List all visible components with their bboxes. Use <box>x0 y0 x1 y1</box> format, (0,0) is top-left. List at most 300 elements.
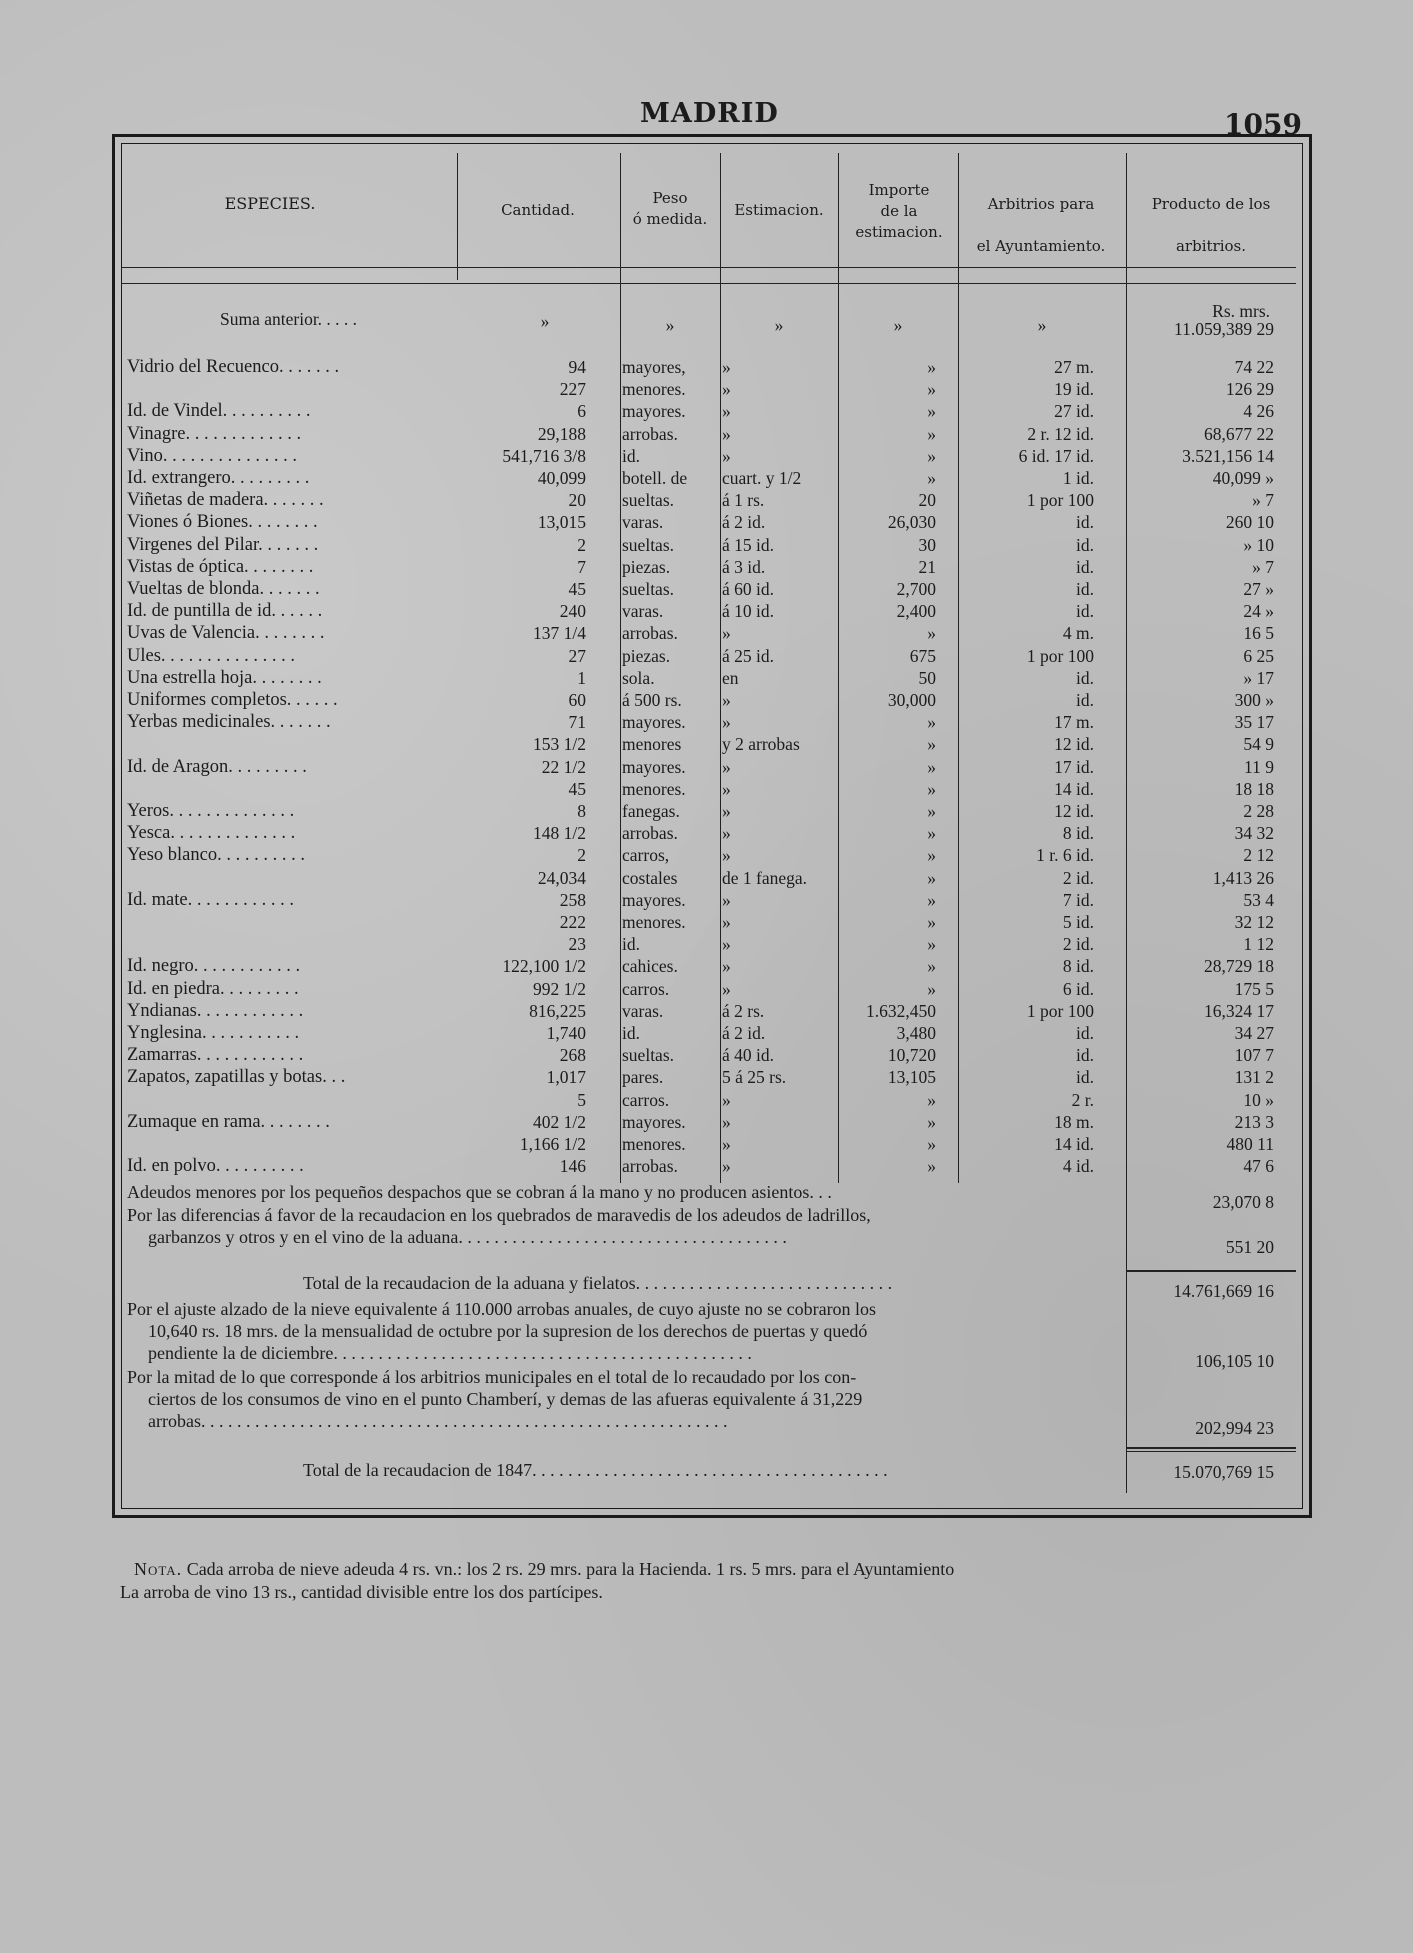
row-estimacion: » <box>722 401 731 422</box>
row-cantidad: 24,034 <box>537 867 586 888</box>
nieve-producto: 106,105 10 <box>1195 1351 1274 1371</box>
row-arbitrio: id. <box>1076 601 1094 622</box>
row-peso: fanegas. <box>622 801 680 821</box>
nieve-line2: 10,640 rs. 18 mrs. de la mensualidad de octubre por la supresion de los derechos de puertas y quedó <box>148 1321 868 1341</box>
row-producto: 24 » <box>1243 601 1274 622</box>
col-arbitrios <box>958 183 1124 267</box>
row-cantidad: 45 <box>568 778 586 799</box>
row-especie: Id. negro. . . . . . . . . . . . <box>127 956 301 977</box>
row-arbitrio: 27 m. <box>1054 357 1094 377</box>
row-importe: » <box>927 801 936 821</box>
row-especie: Ynglesina. . . . . . . . . . . <box>127 1023 300 1043</box>
row-producto: » 7 <box>1252 490 1274 511</box>
row-producto: 16,324 17 <box>1204 1000 1274 1021</box>
col-producto-line1: Producto de los <box>1151 195 1271 213</box>
row-arbitrio: 1 id. <box>1062 468 1094 488</box>
row-arbitrio: 4 m. <box>1062 623 1094 644</box>
row-estimacion: » <box>722 445 731 466</box>
suma-anterior-estimacion: » <box>774 315 784 335</box>
row-cantidad: 137 1/4 <box>533 623 586 644</box>
row-estimacion: » <box>722 801 731 821</box>
row-peso: pares. <box>622 1067 664 1088</box>
diferencias-line1: Por las diferencias á favor de la recaudacion en los quebrados de maravedis de los adeudos de ladrillos, <box>127 1205 871 1225</box>
row-producto: 107 7 <box>1234 1045 1274 1066</box>
diferencias-line2: garbanzos y otros y en el vino de la aduana. . . . . . . . . . . . . . . . . . . . . . . . . . . . . . . . . . . . . <box>148 1227 787 1247</box>
row-especie: Yndianas. . . . . . . . . . . . <box>127 1000 304 1021</box>
row-peso: mayores. <box>622 712 686 733</box>
row-estimacion: » <box>722 778 731 799</box>
row-producto: 11 9 <box>1244 756 1274 777</box>
row-cantidad: 1,740 <box>546 1023 586 1043</box>
row-estimacion: » <box>722 978 731 999</box>
row-peso: arrobas. <box>622 623 678 644</box>
mitad-line2: ciertos de los consumos de vino en el punto Chamberí, y demas de las afueras equivalente á 31,229 <box>148 1389 863 1409</box>
row-peso: mayores. <box>622 889 686 910</box>
units-header: Rs. mrs. <box>1212 301 1270 321</box>
rule-peso <box>620 153 621 1183</box>
row-peso: mayores. <box>622 756 686 777</box>
row-arbitrio: 5 id. <box>1062 912 1094 932</box>
row-arbitrio: 2 id. <box>1062 867 1094 888</box>
row-peso: piezas. <box>622 645 671 666</box>
row-producto: 2 28 <box>1243 801 1274 821</box>
total-aduana-producto: 14.761,669 16 <box>1173 1281 1274 1301</box>
row-cantidad: 2 <box>577 534 586 555</box>
row-importe: » <box>927 357 936 377</box>
row-especie: Vueltas de blonda. . . . . . . <box>127 579 320 599</box>
row-importe: » <box>927 1156 936 1177</box>
rule-importe <box>838 153 839 1183</box>
row-importe: » <box>927 712 936 733</box>
row-cantidad: 1 <box>577 667 586 688</box>
row-arbitrio: 2 r. 12 id. <box>1027 423 1094 444</box>
row-peso: costales <box>622 867 678 888</box>
row-importe: 50 <box>918 667 936 688</box>
row-peso: sueltas. <box>622 490 675 511</box>
row-cantidad: 8 <box>577 801 586 821</box>
col-peso-line2: ó medida. <box>632 210 708 228</box>
row-estimacion: » <box>722 690 731 710</box>
header-rule-2 <box>121 283 1296 284</box>
row-importe: 675 <box>909 645 936 666</box>
row-arbitrio: id. <box>1076 667 1094 688</box>
suma-anterior-peso: » <box>665 315 675 335</box>
row-estimacion: cuart. y 1/2 <box>722 468 802 488</box>
footnote-label: Nota. <box>134 1559 183 1579</box>
row-peso: arrobas. <box>622 423 678 444</box>
row-arbitrio: id. <box>1076 556 1094 577</box>
col-peso-line1: Peso <box>652 189 688 207</box>
row-estimacion: » <box>722 912 731 932</box>
row-peso: sola. <box>622 667 655 688</box>
row-producto: » 10 <box>1243 534 1274 555</box>
row-especie: Id. extrangero. . . . . . . . . <box>127 468 310 488</box>
row-cantidad: 5 <box>577 1089 586 1110</box>
row-cantidad: 29,188 <box>537 423 586 444</box>
row-arbitrio: id. <box>1076 690 1094 710</box>
row-estimacion: » <box>722 889 731 910</box>
row-arbitrio: 7 id. <box>1062 889 1094 910</box>
row-importe: » <box>927 867 936 888</box>
nieve-line3: pendiente la de diciembre. . . . . . . . . . . . . . . . . . . . . . . . . . . . . . . . . . . . . . . . . . . . . . . <box>148 1343 752 1363</box>
row-arbitrio: 14 id. <box>1054 1134 1094 1154</box>
row-estimacion: » <box>722 357 731 377</box>
row-cantidad: 153 1/2 <box>533 734 586 755</box>
row-importe: » <box>927 778 936 799</box>
row-peso: cahices. <box>622 956 678 977</box>
row-especie: Viñetas de madera. . . . . . . <box>127 490 324 511</box>
row-estimacion: » <box>722 1111 731 1132</box>
row-especie: Zapatos, zapatillas y botas. . . <box>127 1067 346 1088</box>
row-cantidad: 60 <box>568 690 586 710</box>
adeudos-producto: 23,070 8 <box>1212 1192 1274 1212</box>
row-producto: 10 » <box>1243 1089 1274 1110</box>
row-peso: sueltas. <box>622 579 675 599</box>
row-estimacion: 5 á 25 rs. <box>722 1067 787 1088</box>
row-peso: arrobas. <box>622 823 678 844</box>
row-importe: » <box>927 956 936 977</box>
row-arbitrio: 27 id. <box>1054 401 1094 422</box>
row-especie: Ules. . . . . . . . . . . . . . . <box>127 645 296 666</box>
row-importe: 1.632,450 <box>866 1000 936 1021</box>
col-especies: ESPECIES. <box>224 194 316 213</box>
row-importe: » <box>927 734 936 755</box>
rule-cantidad <box>457 153 458 280</box>
row-cantidad: 20 <box>568 490 586 511</box>
row-estimacion: » <box>722 1156 731 1177</box>
row-especie: Yeros. . . . . . . . . . . . . . <box>127 801 295 821</box>
final-rule-2 <box>1126 1451 1296 1452</box>
row-producto: 3.521,156 14 <box>1182 445 1274 466</box>
row-peso: mayores. <box>622 1111 686 1132</box>
col-importe-line3: estimacion. <box>855 223 943 241</box>
row-producto: 18 18 <box>1234 778 1274 799</box>
row-importe: 2,400 <box>896 601 936 622</box>
footnote-line2: La arroba de vino 13 rs., cantidad divisible entre los dos partícipes. <box>120 1582 603 1602</box>
row-producto: 68,677 22 <box>1204 423 1274 444</box>
row-importe: » <box>927 623 936 644</box>
row-especie: Uvas de Valencia. . . . . . . . <box>127 623 325 644</box>
row-especie: Id. mate. . . . . . . . . . . . <box>127 889 294 910</box>
row-producto: 47 6 <box>1243 1156 1274 1177</box>
row-estimacion: á 15 id. <box>722 534 775 555</box>
row-producto: 40,099 » <box>1212 468 1274 488</box>
row-estimacion: » <box>722 956 731 977</box>
nieve-line1: Por el ajuste alzado de la nieve equivalente á 110.000 arrobas anuales, de cuyo ajuste no se cobraron los <box>127 1299 877 1319</box>
row-cantidad: 1,166 1/2 <box>519 1134 586 1154</box>
row-importe: » <box>927 468 936 488</box>
row-importe: 26,030 <box>887 512 936 533</box>
row-arbitrio: id. <box>1076 534 1094 555</box>
row-cantidad: 94 <box>568 357 586 377</box>
row-cantidad: 541,716 3/8 <box>502 445 586 466</box>
row-cantidad: 268 <box>559 1045 586 1066</box>
row-estimacion: á 2 rs. <box>722 1000 765 1021</box>
row-estimacion: á 10 id. <box>722 601 775 622</box>
row-importe: 21 <box>918 556 936 577</box>
row-arbitrio: 14 id. <box>1054 778 1094 799</box>
row-producto: 1,413 26 <box>1212 867 1274 888</box>
row-arbitrio: 8 id. <box>1062 823 1094 844</box>
row-importe: » <box>927 756 936 777</box>
row-arbitrio: 17 id. <box>1054 756 1094 777</box>
row-importe: 30,000 <box>887 690 936 710</box>
row-especie: Vinagre. . . . . . . . . . . . . <box>127 423 302 444</box>
row-estimacion: á 60 id. <box>722 579 775 599</box>
row-estimacion: á 2 id. <box>722 1023 766 1043</box>
row-especie: Zamarras. . . . . . . . . . . . <box>127 1045 304 1066</box>
row-importe: » <box>927 423 936 444</box>
row-cantidad: 258 <box>559 889 586 910</box>
row-arbitrio: id. <box>1076 1023 1094 1043</box>
col-importe-line2: de la <box>880 202 918 220</box>
row-arbitrio: id. <box>1076 1045 1094 1066</box>
row-peso: menores. <box>622 1134 686 1154</box>
mitad-line3: arrobas. . . . . . . . . . . . . . . . . . . . . . . . . . . . . . . . . . . . . . . . . . . . . . . . . . . . . . . . . . . <box>148 1411 728 1431</box>
row-especie: Viones ó Biones. . . . . . . . <box>127 512 318 533</box>
row-peso: mayores. <box>622 401 686 422</box>
row-producto: 6 25 <box>1243 645 1274 666</box>
row-producto: 260 10 <box>1225 512 1274 533</box>
row-importe: » <box>927 978 936 999</box>
row-cantidad: 22 1/2 <box>541 756 586 777</box>
row-cantidad: 45 <box>568 579 586 599</box>
row-importe: 10,720 <box>887 1045 936 1066</box>
row-producto: 131 2 <box>1234 1067 1274 1088</box>
row-importe: » <box>927 379 936 400</box>
row-cantidad: 148 1/2 <box>533 823 586 844</box>
page-title: MADRID <box>640 98 779 129</box>
row-peso: arrobas. <box>622 1156 678 1177</box>
col-cantidad: Cantidad. <box>501 201 575 219</box>
row-cantidad: 23 <box>568 934 586 955</box>
row-arbitrio: 1 por 100 <box>1026 1000 1094 1021</box>
row-estimacion: » <box>722 756 731 777</box>
row-especie: Virgenes del Pilar. . . . . . . <box>127 534 319 555</box>
row-especie: Yesca. . . . . . . . . . . . . . <box>127 823 296 844</box>
diferencias-producto: 551 20 <box>1225 1237 1274 1257</box>
col-arbitrios-line1: Arbitrios para <box>987 195 1095 213</box>
row-cantidad: 6 <box>577 401 586 422</box>
row-especie: Uniformes completos. . . . . . <box>127 690 338 710</box>
row-importe: 20 <box>918 490 936 511</box>
row-producto: 34 27 <box>1234 1023 1274 1043</box>
row-cantidad: 227 <box>559 379 586 400</box>
col-importe-line1: Importe <box>868 181 930 199</box>
row-estimacion: » <box>722 845 731 866</box>
row-importe: » <box>927 1089 936 1110</box>
row-arbitrio: 18 m. <box>1054 1111 1094 1132</box>
row-estimacion: en <box>722 667 739 688</box>
row-importe: » <box>927 912 936 932</box>
row-importe: » <box>927 823 936 844</box>
row-especie: Id. de Aragon. . . . . . . . . <box>127 756 307 777</box>
row-especie: Id. en piedra. . . . . . . . . <box>127 978 299 999</box>
final-rule <box>1126 1447 1296 1449</box>
row-importe: » <box>927 1111 936 1132</box>
row-estimacion: de 1 fanega. <box>722 867 808 888</box>
subtotal-rule <box>1126 1270 1296 1272</box>
row-especie: Vino. . . . . . . . . . . . . . . <box>127 445 298 466</box>
row-peso: carros. <box>622 978 670 999</box>
row-arbitrio: 1 r. 6 id. <box>1036 845 1094 866</box>
row-producto: 53 4 <box>1243 889 1274 910</box>
col-arbitrios-line2: el Ayuntamiento. <box>976 237 1106 255</box>
row-peso: varas. <box>622 1000 664 1021</box>
row-arbitrio: 6 id. <box>1062 978 1094 999</box>
row-cantidad: 1,017 <box>546 1067 586 1088</box>
row-peso: sueltas. <box>622 1045 675 1066</box>
footnote-line1 <box>120 1558 1320 1581</box>
row-cantidad: 992 1/2 <box>533 978 586 999</box>
row-estimacion: » <box>722 379 731 400</box>
row-especie: Yerbas medicinales. . . . . . . <box>127 712 331 733</box>
row-importe: » <box>927 845 936 866</box>
total-1847-producto: 15.070,769 15 <box>1173 1462 1274 1482</box>
row-producto: 175 5 <box>1234 978 1274 999</box>
row-producto: 126 29 <box>1225 379 1274 400</box>
row-producto: 213 3 <box>1234 1111 1274 1132</box>
row-especie: Vistas de óptica. . . . . . . . <box>127 556 314 577</box>
row-estimacion: á 2 id. <box>722 512 766 533</box>
row-importe: » <box>927 889 936 910</box>
row-estimacion: » <box>722 623 731 644</box>
row-estimacion: á 25 id. <box>722 645 775 666</box>
row-especie: Id. de puntilla de id. . . . . . <box>127 601 323 622</box>
row-cantidad: 40,099 <box>537 468 586 488</box>
row-producto: 1 12 <box>1243 934 1274 955</box>
row-importe: » <box>927 1134 936 1154</box>
row-importe: » <box>927 401 936 422</box>
row-cantidad: 122,100 1/2 <box>502 956 586 977</box>
row-importe: 13,105 <box>887 1067 936 1088</box>
col-estimacion: Estimacion. <box>734 201 824 219</box>
row-peso: á 500 rs. <box>622 690 682 710</box>
row-arbitrio: 2 id. <box>1062 934 1094 955</box>
row-producto: 2 12 <box>1243 845 1274 866</box>
row-estimacion: á 1 rs. <box>722 490 765 511</box>
total-aduana-text: Total de la recaudacion de la aduana y fielatos. . . . . . . . . . . . . . . . . . . . . . . . . . . . . <box>303 1273 893 1293</box>
row-producto: 480 11 <box>1226 1134 1274 1154</box>
row-peso: varas. <box>622 601 664 622</box>
row-arbitrio: 2 r. <box>1071 1089 1094 1110</box>
col-producto-line2: arbitrios. <box>1175 237 1246 255</box>
row-especie: Zumaque en rama. . . . . . . . <box>127 1111 330 1132</box>
row-cantidad: 816,225 <box>529 1000 586 1021</box>
row-cantidad: 71 <box>568 712 586 733</box>
row-especie: Id. de Vindel. . . . . . . . . . <box>127 401 311 422</box>
row-arbitrio: 12 id. <box>1054 734 1094 755</box>
row-importe: 3,480 <box>896 1023 936 1043</box>
row-estimacion: y 2 arrobas <box>722 734 800 755</box>
row-especie: Id. en polvo. . . . . . . . . . <box>127 1156 304 1177</box>
row-cantidad: 146 <box>559 1156 586 1177</box>
row-producto: 300 » <box>1234 690 1274 710</box>
row-importe: » <box>927 934 936 955</box>
row-arbitrio: id. <box>1076 512 1094 533</box>
row-importe: » <box>927 445 936 466</box>
col-peso <box>620 188 720 230</box>
row-producto: 27 » <box>1243 579 1274 599</box>
footnote-text-1: Cada arroba de nieve adeuda 4 rs. vn.: los 2 rs. 29 mrs. para la Hacienda. 1 rs. 5 mrs. para el Ayuntamiento <box>186 1559 955 1579</box>
suma-anterior-cantidad: » <box>540 311 550 331</box>
rule-arbitrios <box>958 153 959 1183</box>
row-peso: menores <box>622 734 682 755</box>
row-peso: botell. de <box>622 468 688 488</box>
footnote <box>120 1558 1320 1604</box>
row-peso: id. <box>622 1023 640 1043</box>
suma-anterior-producto: 11.059,389 29 <box>1174 319 1274 339</box>
row-arbitrio: id. <box>1076 579 1094 599</box>
page-number: 1059 <box>1224 108 1302 141</box>
row-producto: 28,729 18 <box>1204 956 1274 977</box>
row-producto: 74 22 <box>1234 357 1274 377</box>
row-especie: Yeso blanco. . . . . . . . . . <box>127 845 305 866</box>
row-arbitrio: 1 por 100 <box>1026 490 1094 511</box>
row-peso: piezas. <box>622 556 671 577</box>
row-producto: » 7 <box>1252 556 1274 577</box>
row-estimacion: » <box>722 1089 731 1110</box>
suma-anterior-importe: » <box>893 315 903 335</box>
row-importe: 30 <box>918 534 936 555</box>
row-especie: Vidrio del Recuenco. . . . . . . <box>127 357 340 377</box>
row-cantidad: 2 <box>577 845 586 866</box>
row-producto: 32 12 <box>1234 912 1274 932</box>
row-peso: carros. <box>622 1089 670 1110</box>
row-cantidad: 240 <box>559 601 586 622</box>
header-rule <box>121 267 1296 268</box>
row-especie: Una estrella hoja. . . . . . . . <box>127 667 322 688</box>
row-producto: 16 5 <box>1243 623 1274 644</box>
mitad-line1: Por la mitad de lo que corresponde á los arbitrios municipales en el total de lo recaudado por los con- <box>127 1367 857 1387</box>
row-arbitrio: 17 m. <box>1054 712 1094 733</box>
col-importe <box>840 180 958 243</box>
row-estimacion: » <box>722 934 731 955</box>
row-peso: carros, <box>622 845 670 866</box>
row-cantidad: 27 <box>568 645 586 666</box>
suma-anterior-label: Suma anterior. . . . . <box>220 309 358 329</box>
row-arbitrio: 8 id. <box>1062 956 1094 977</box>
row-estimacion: á 3 id. <box>722 556 766 577</box>
row-cantidad: 222 <box>559 912 586 932</box>
row-peso: mayores, <box>622 357 686 377</box>
suma-anterior-arbitrio: » <box>1037 315 1047 335</box>
row-estimacion: » <box>722 1134 731 1154</box>
row-arbitrio: 4 id. <box>1062 1156 1094 1177</box>
row-producto: 35 17 <box>1234 712 1274 733</box>
adeudos-text: Adeudos menores por los pequeños despachos que se cobran á la mano y no producen asientos. . . <box>127 1182 832 1202</box>
row-arbitrio: 12 id. <box>1054 801 1094 821</box>
row-importe: 2,700 <box>896 579 936 599</box>
row-arbitrio: 19 id. <box>1054 379 1094 400</box>
row-cantidad: 13,015 <box>537 512 586 533</box>
row-producto: 34 32 <box>1234 823 1274 844</box>
row-producto: 54 9 <box>1243 734 1274 755</box>
row-estimacion: » <box>722 823 731 844</box>
row-cantidad: 402 1/2 <box>533 1111 586 1132</box>
row-cantidad: 7 <box>577 556 586 577</box>
row-estimacion: » <box>722 712 731 733</box>
row-estimacion: » <box>722 423 731 444</box>
col-producto <box>1126 183 1296 267</box>
mitad-producto: 202,994 23 <box>1195 1418 1274 1438</box>
row-producto: » 17 <box>1243 667 1274 688</box>
row-peso: menores. <box>622 778 686 799</box>
row-arbitrio: 6 id. 17 id. <box>1018 445 1094 466</box>
row-estimacion: á 40 id. <box>722 1045 775 1066</box>
row-peso: id. <box>622 445 640 466</box>
row-peso: sueltas. <box>622 534 675 555</box>
